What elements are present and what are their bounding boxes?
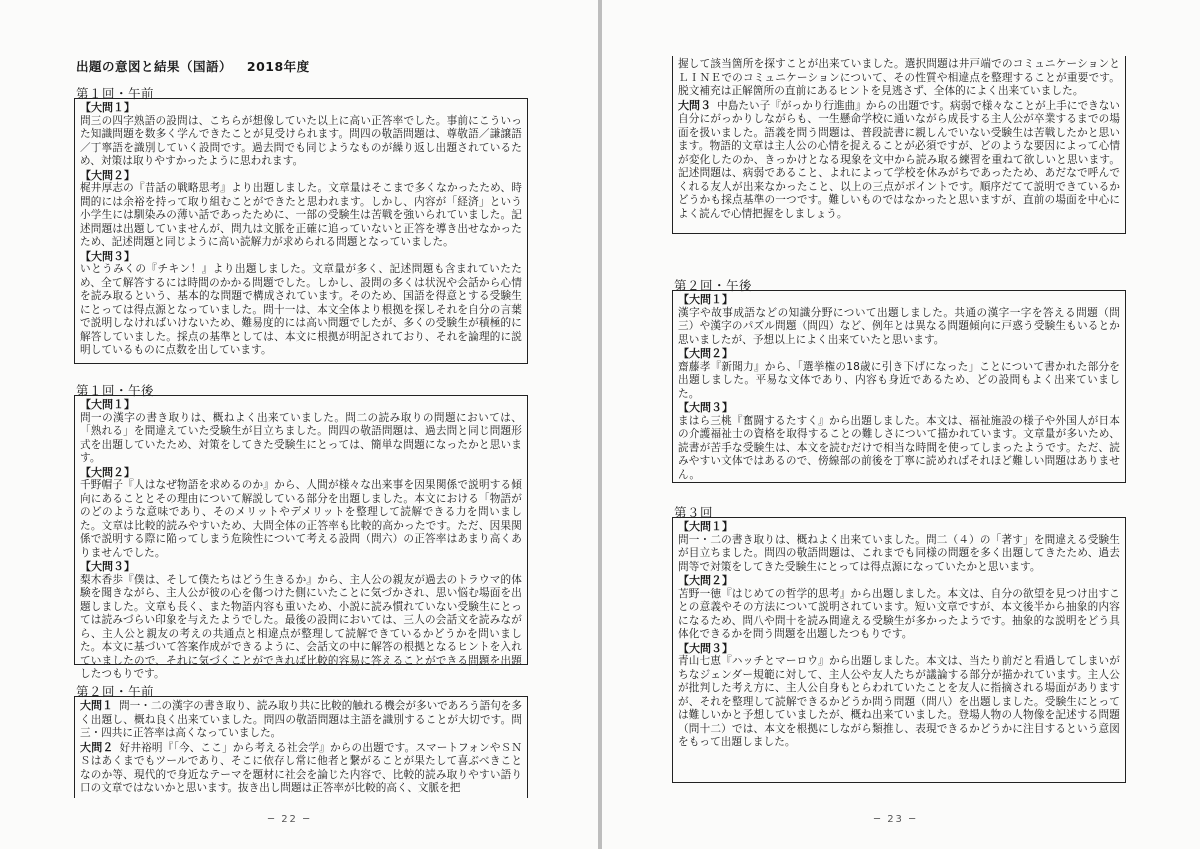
section-box	[74, 395, 528, 680]
question-text: 問一の漢字の書き取りは、概ねよく出来ていました。問二の読み取りの問題においては、「熟れる」を間違えていた受験生が目立ちました。問四の敬語問題は、過去問と同じ問題形式を出題していたため、対策をしてきた受験生にとっては、簡単な問題になったかと思います。	[80, 411, 522, 464]
question-text: 中島たい子『がっかり行進曲』からの出題です。病弱で様々なことが上手にできない自分にがっかりしながらも、一生懸命学校に通いながら成長する主人公が卒業するまでの場面を扱いました。語義を問う問題は、普段読書に親しんでいない受験生は苦戦したかと思います。物語的文章は主人公の心情を捉えることが必須ですが、どのような要因によって心情が変化したのか、きっかけとなる現象を文中から読み取る練習を重ねて欲しいと思います。記述問題は、病弱であること、よれによって学校を休みがちであったため、あだなで呼んでくれる友人が出来なかったこと、以上の三点がポイントです。順序だてて説明できているかどうかも採点基準の一つです。難しいものではなかったと思いますが、直前の場面を中心によく読んで心情把握をしましょう。	[678, 99, 1121, 220]
section-box	[74, 98, 528, 364]
page-number: ─ 22 ─	[268, 814, 312, 825]
document-title	[76, 57, 320, 75]
question-text: 好井裕明『「今、ここ」から考える社会学』からの出題です。スマートフォンやＳＮＳはあくまでもツールであり、そこに依存し常に他者と繋がることが果たして喜ぶべきことなのか等、現代的で身近なテーマを題材に社会を論じた内容で、比較的読み取りやすい語り口の文章ではないかと思います。抜き出し問題は正答率が比較的高く、文脈を把	[80, 741, 522, 794]
question-text: まはら三桃『奮闘するたすく』から出題しました。本文は、福祉施設の様子や外国人が日本の介護福祉士の資格を取得することの難しさについて描かれています。文章量が多いため、読書が苦手な受験生は、本文を読むだけで相当な時間を使ってしまったようです。ただ、読みやすい文体ではあるので、傍線部の前後を丁寧に読めればそれほど難しい問題はありません。	[678, 414, 1120, 481]
question-label: 大問２	[80, 740, 114, 754]
question-label: 【大問２】	[678, 574, 733, 587]
question-text: 齋藤孝『新聞力』から、「選挙権の18歳に引き下げになった」ことについて書かれた部分を出題しました。平易な文体であり、内容も身近であるため、どの設問もよく出来ていました。	[678, 360, 1120, 400]
continuation-box	[672, 56, 1126, 234]
section-box	[672, 290, 1126, 483]
question-label: 【大問１】	[80, 398, 135, 411]
year-text: 2018年度	[246, 59, 310, 74]
section-box	[672, 517, 1126, 783]
question-label: 【大問２】	[80, 168, 135, 182]
question-text: いとうみくの『チキン！』より出題しました。文章量が多く、記述問題も含まれていたため、全て解答するには時間のかかる問題でした。しかし、設問の多くは状況や会話から心情を読み取るという、基本的な問題で構成されています。そのため、国語を得意とする受験生にとっては得点源となっていました。問十一は、本文全体より根拠を探しそれを自分の言葉で説明しなければいけないため、難易度的には高い問題でしたが、多くの受験生が積極的に解答していました。採点の基準としては、本文に根拠が明記されており、それを論理的に説明しているものに点数を出しています。	[80, 263, 522, 356]
question-label: 【大問１】	[678, 293, 733, 306]
question-label: 【大問１】	[80, 101, 135, 114]
section-title: 第２回・午後	[674, 278, 753, 293]
question-text: 青山七恵『ハッチとマーロウ』から出題しました。本文は、当たり前だと看過してしまいがちなジェンダー規範に対して、主人公や友人たちが議論する部分が描かれています。主人公が批判した考え方に、主人公自身もとらわれていたことを友人に指摘される場面がありますが、それを整理して読解できるかどうか問う問題（問八）を出題しました。受験生にとっては難しいかと予想していましたが、概ね出来ていました。登場人物の人物像を記述する問題（問十二）では、本文を根拠にしながら類推し、表現できるかどうかに注目するという意図をもって出題しました。	[678, 655, 1120, 748]
question-label: 【大問３】	[80, 560, 135, 573]
title-text: 出題の意図と結果（国語）	[76, 59, 233, 74]
question-item	[80, 699, 522, 741]
question-label: 【大問３】	[678, 641, 733, 655]
question-text: 漢字や故事成語などの知識分野について出題しました。共通の漢字一字を答える問題（問三）や漢字のパズル問題（問四）など、例年とは異なる問題傾向に戸惑う受験生もいるとか思いましたが、予想以上によく出来ていたと思います。	[678, 306, 1120, 346]
section-box	[74, 696, 528, 798]
section-title: 第２回・午前	[76, 684, 155, 699]
question-label: 大問１	[80, 699, 114, 712]
question-text: 問一・二の漢字の書き取り、読み取り共に比較的触れる機会が多いであろう語句を多く出題し、概ね良く出来ていました。問四の敬語問題は主語を識別することが大切です。問三・四共に正答率は高くなっていました。	[80, 700, 523, 739]
continuation-text: 握して該当箇所を探すことが出来ていました。選択問題は井戸端でのコミュニケーションとＬＩＮＥでのコミュニケーションについて、その性質や相違点を整理することが重要です。脱文補充は正解箇所の直前にあるヒントを見逃さず、全体的によく出来ていました。	[678, 58, 1120, 97]
question-text: 千野帽子『人はなぜ物語を求めるのか』から、人間が様々な出来事を因果関係で説明する傾向にあることとその理由について解説している部分を出題しました。本文における「物語がのどのような意味であり、そのメリットやデメリットを整理して読解できる力を問いました。文章は比較的読みやすいため、大問全体の正答率も比較的高かったです。ただ、因果関係で説明する際に陥ってしまう危険性について考える設問（問六）の正答率はあまり高くありませんでした。	[80, 479, 522, 559]
question-label: 【大問２】	[80, 465, 135, 479]
question-label: 【大問１】	[678, 520, 733, 533]
left-page	[0, 0, 598, 849]
question-text: 苫野一徳『はじめての哲学的思考』から出題しました。本文は、自分の欲望を見つけ出すことの意義やその方法について説明されています。短い文章ですが、本文後半から抽象的内容になるため、問八や問十を読み間違える受験生が多かったようです。抽象的な説明をどう具体化できるかを問う問題を出題したつもりです。	[678, 587, 1120, 640]
right-page	[602, 0, 1200, 849]
question-item	[80, 741, 522, 796]
section-title: 第３回	[674, 505, 714, 520]
section-title: 第１回・午前	[76, 86, 155, 101]
question-label: 【大問２】	[678, 347, 733, 360]
question-label: 【大問３】	[80, 249, 135, 263]
question-label: 大問３	[678, 98, 712, 112]
question-text: 梨木香歩『僕は、そして僕たちはどう生きるか』から、主人公の親友が過去のトラウマ的体験を聞きながら、主人公が彼の心を傷つけた側にいたことに気づかされ、思い悩む場面を出題しました。文章も長く、また物語内容も重いため、小説に読み慣れていない受験生にとっては読みづらい印象を与えたようでした。最後の設問においては、三人の会話文を読みながら、主人公と親友の考えの共通点と相違点が整理して読解できているかどうかを問いました。本文に基づいて答案作成ができるように、会話文の中に解答の根拠となるヒントを入れていましたので、それに気づくことができれば比較的容易に答えることができる問題を出題したつもりです。	[80, 573, 522, 680]
question-text: 問一・二の書き取りは、概ねよく出来ていました。問二（４）の「著す」を間違える受験生が目立ちました。問四の敬語問題は、これまでも同様の問題を多く出題してきたため、過去問等で対策をしてきた受験生にとっては得点源になっていたかと思います。	[678, 533, 1120, 573]
question-item	[678, 99, 1120, 222]
page-number: ─ 23 ─	[874, 814, 918, 825]
section-title: 第１回・午後	[76, 383, 155, 398]
question-label: 【大問３】	[678, 401, 733, 414]
question-text: 梶井厚志の『昔話の戦略思考』より出題しました。文章量はそこまで多くなかったため、時間的には余裕を持って取り組むことができたと思われます。しかし、内容が「経済」という小学生には馴染みの薄い話であったために、一部の受験生は苦戦を強いられていました。記述問題は出題していませんが、問九は文脈を正確に追っていないと正答を導き出せなかったため、記述問題と同じように高い読解力が求められる問題となっていました。	[80, 182, 522, 248]
question-text: 問三の四字熟語の設問は、こちらが想像していた以上に高い正答率でした。事前にこういった知識問題を数多く学んできたことが見受けられます。問四の敬語問題は、尊敬語／謙譲語／丁寧語を識別していく設問です。過去問でも同じようなものが繰り返し出題されているため、対策は取りやすかったように思われます。	[80, 114, 522, 167]
